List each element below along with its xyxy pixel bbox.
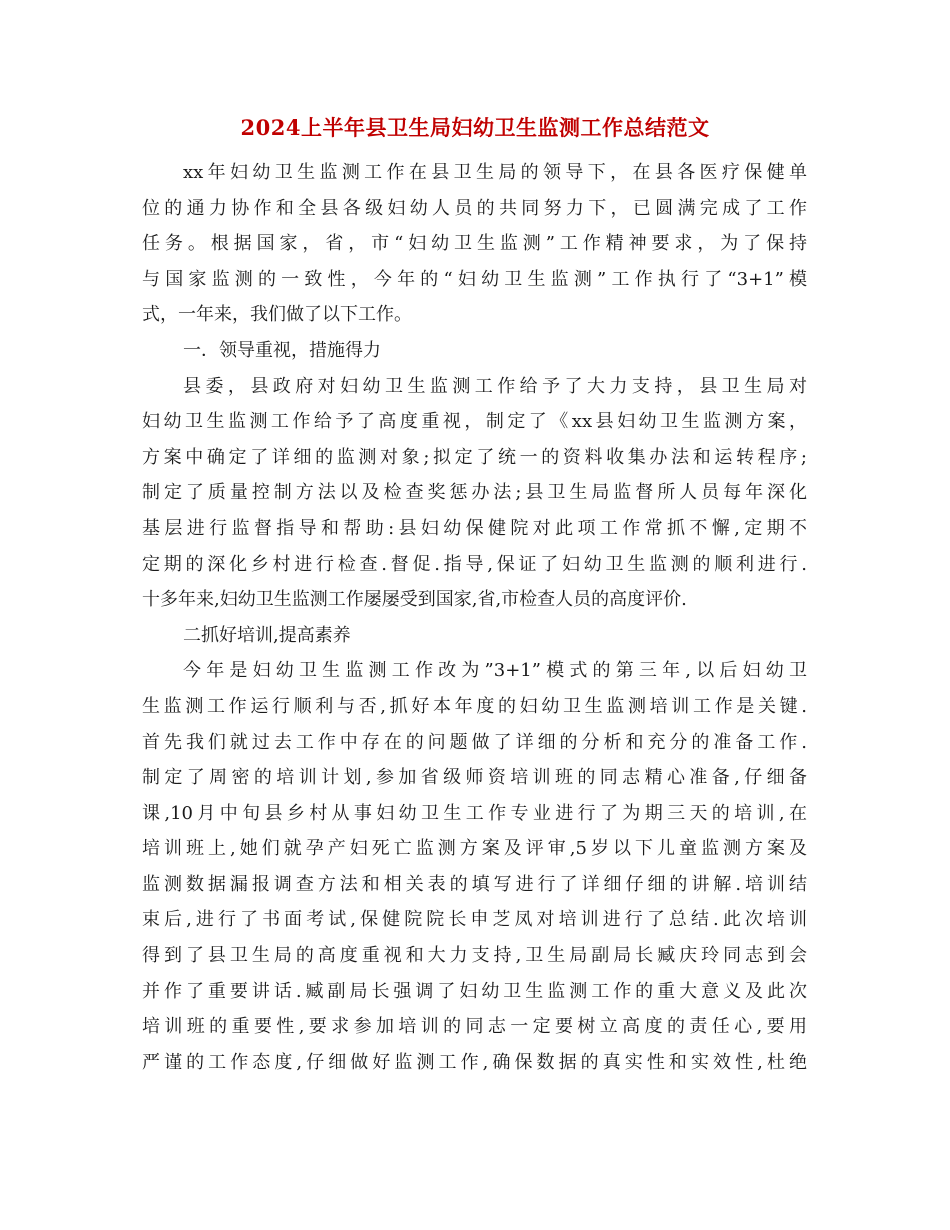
text-line: 定期的深化乡村进行检查.督促.指导,保证了妇幼卫生监测的顺利进行.	[142, 553, 807, 575]
text-line: 课,10月中旬县乡村从事妇幼卫生工作专业进行了为期三天的培训,在	[142, 802, 807, 824]
text-line: 与国家监测的一致性，今年的“妇幼卫生监测”工作执行了“3+1”模	[142, 268, 807, 290]
text-line: 生监测工作运行顺利与否,抓好本年度的妇幼卫生监测培训工作是关键.	[142, 695, 807, 717]
text-line: 妇幼卫生监测工作给予了高度重视，制定了《xx县妇幼卫生监测方案，	[142, 411, 807, 433]
text-line: 束后,进行了书面考试,保健院院长申芝凤对培训进行了总结.此次培训	[142, 909, 807, 931]
section-heading-1: 一．领导重视，措施得力	[183, 339, 381, 361]
text-line: 县委，县政府对妇幼卫生监测工作给予了大力支持，县卫生局对	[183, 375, 807, 397]
text-line: 今年是妇幼卫生监测工作改为”3+1”模式的第三年,以后妇幼卫	[183, 660, 807, 682]
text-line: 基层进行监督指导和帮助:县妇幼保健院对此项工作常抓不懈,定期不	[142, 517, 807, 539]
text-line: 监测数据漏报调查方法和相关表的填写进行了详细仔细的讲解.培训结	[142, 873, 807, 895]
text-line: 严谨的工作态度,仔细做好监测工作,确保数据的真实性和实效性,杜绝	[142, 1051, 807, 1073]
text-line: 位的通力协作和全县各级妇幼人员的共同努力下，已圆满完成了工作	[142, 197, 807, 219]
text-line: 制定了周密的培训计划,参加省级师资培训班的同志精心准备,仔细备	[142, 767, 807, 789]
text-line: 十多年来,妇幼卫生监测工作屡屡受到国家,省,市检查人员的高度评价.	[142, 589, 687, 611]
text-line: 制定了质量控制方法以及检查奖惩办法;县卫生局监督所人员每年深化	[142, 482, 807, 504]
text-line: xx年妇幼卫生监测工作在县卫生局的领导下，在县各医疗保健单	[183, 162, 807, 183]
text-line: 首先我们就过去工作中存在的问题做了详细的分析和充分的准备工作.	[142, 731, 807, 753]
section-heading-2: 二抓好培训,提高素养	[183, 624, 351, 646]
text-line: 任务。根据国家，省，市“妇幼卫生监测”工作精神要求，为了保持	[142, 233, 807, 255]
text-line: 培训班上,她们就孕产妇死亡监测方案及评审,5岁以下儿童监测方案及	[142, 838, 807, 860]
text-line: 式，一年来，我们做了以下工作。	[142, 304, 412, 326]
text-line: 得到了县卫生局的高度重视和大力支持,卫生局副局长臧庆玲同志到会	[142, 945, 807, 967]
document-title: 2024上半年县卫生局妇幼卫生监测工作总结范文	[240, 115, 710, 140]
document-body	[142, 155, 807, 1080]
text-line: 培训班的重要性,要求参加培训的同志一定要树立高度的责任心,要用	[142, 1016, 807, 1038]
text-line: 方案中确定了详细的监测对象;拟定了统一的资料收集办法和运转程序;	[142, 446, 807, 468]
text-line: 并作了重要讲话.臧副局长强调了妇幼卫生监测工作的重大意义及此次	[142, 980, 807, 1002]
